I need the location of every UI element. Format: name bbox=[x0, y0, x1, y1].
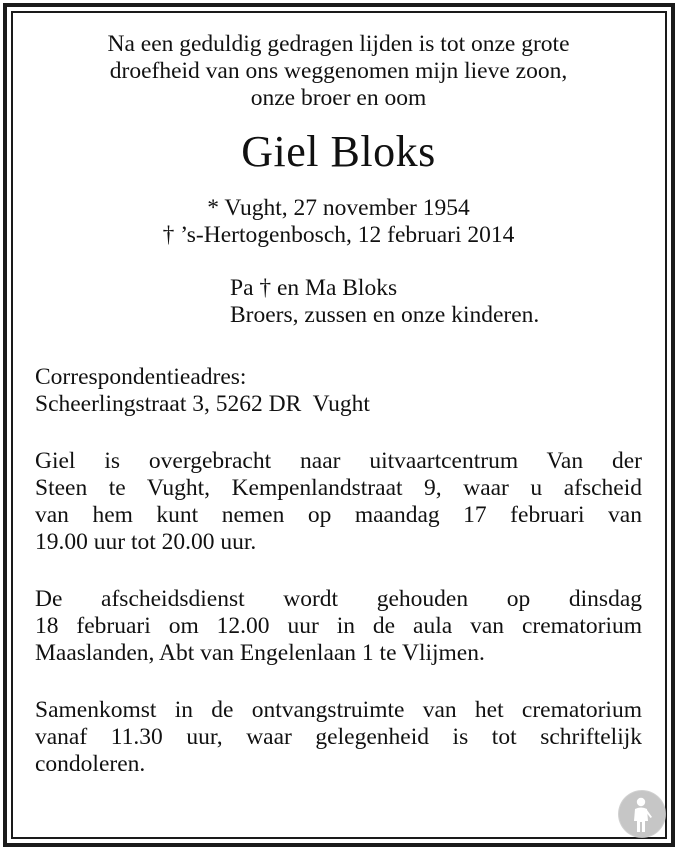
paragraph-line: Maaslanden, Abt van Engelenlaan 1 te Vlijmen. bbox=[35, 640, 485, 666]
intro-line: droefheid van ons weggenomen mijn lieve zoon, bbox=[109, 58, 568, 84]
family-signature bbox=[230, 275, 642, 329]
paragraph-line: condoleren. bbox=[35, 751, 146, 777]
family-line: Broers, zussen en onze kinderen. bbox=[230, 302, 540, 328]
address-value: Scheerlingstraat 3, 5262 DR Vught bbox=[35, 391, 370, 417]
paragraph-line: 19.00 uur tot 20.00 uur. bbox=[35, 529, 257, 555]
mourning-figure-icon bbox=[618, 790, 666, 838]
paragraph-line: 18 februari om 12.00 uur in de aula van crematorium bbox=[35, 613, 642, 639]
intro-line: onze broer en oom bbox=[250, 85, 427, 111]
paragraph-line: van hem kunt nemen op maandag 17 februari van bbox=[35, 502, 642, 528]
address-label: Correspondentieadres: bbox=[35, 364, 247, 390]
paragraph-line: Samenkomst in de ontvangstruimte van het crematorium bbox=[35, 697, 642, 723]
intro-text bbox=[35, 31, 642, 112]
paragraph-line: Giel is overgebracht naar uitvaartcentrum Van der bbox=[35, 448, 642, 474]
obituary-notice bbox=[35, 31, 642, 778]
paragraph-line: Steen te Vught, Kempenlandstraat 9, waar u afscheid bbox=[35, 475, 642, 501]
correspondence-address bbox=[35, 364, 642, 418]
family-line: Pa † en Ma Bloks bbox=[230, 275, 398, 301]
birth-date: * Vught, 27 november 1954 bbox=[207, 195, 470, 221]
deceased-name: Giel Bloks bbox=[241, 127, 436, 176]
death-date: † ’s-Hertogenbosch, 12 februari 2014 bbox=[162, 222, 515, 248]
gathering-paragraph bbox=[35, 697, 642, 778]
paragraph-line: De afscheidsdienst wordt gehouden op dinsdag bbox=[35, 586, 642, 612]
intro-line: Na een geduldig gedragen lijden is tot onze grote bbox=[107, 31, 570, 57]
service-paragraph bbox=[35, 586, 642, 667]
viewing-paragraph bbox=[35, 448, 642, 556]
paragraph-line: vanaf 11.30 uur, waar gelegenheid is tot schriftelijk bbox=[35, 724, 642, 750]
life-dates bbox=[35, 195, 642, 249]
